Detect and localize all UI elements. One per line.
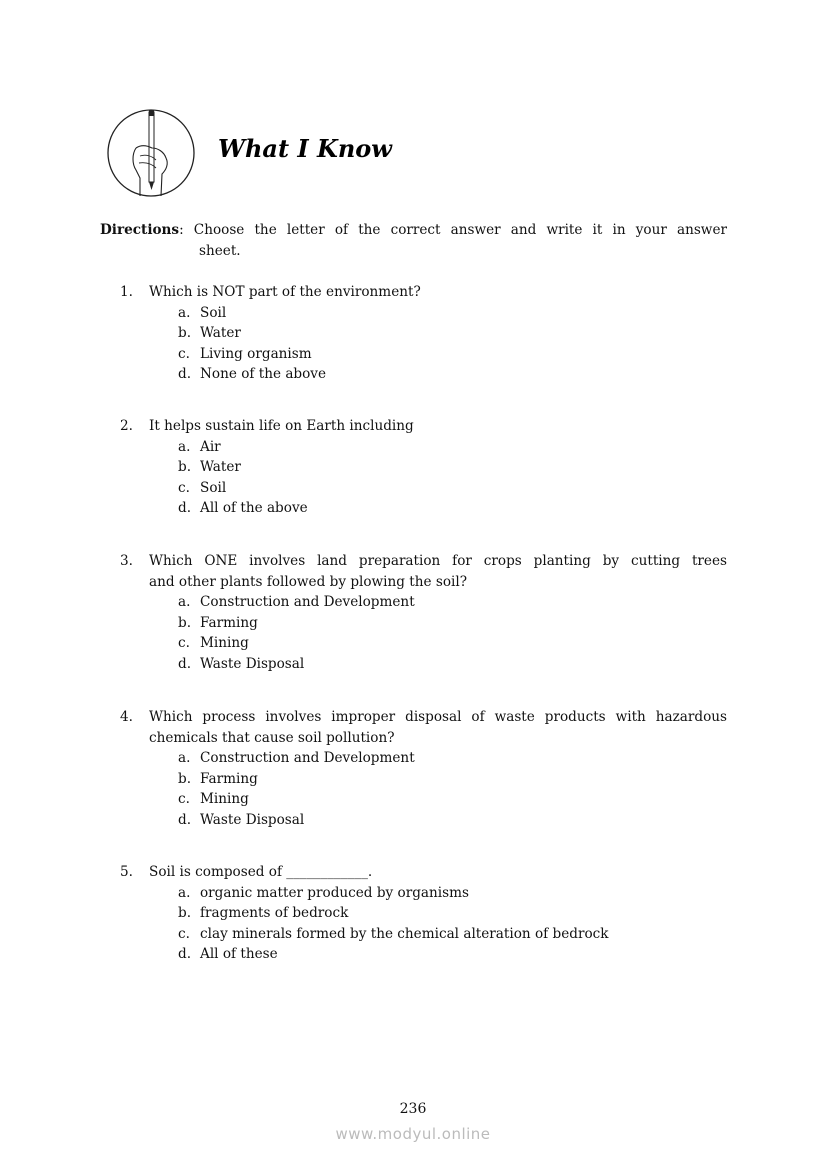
section-title: What I Know xyxy=(218,134,392,163)
answer-option xyxy=(178,810,727,831)
option-text: Mining xyxy=(200,635,249,652)
option-text: Living organism xyxy=(200,345,312,362)
option-letter: d. xyxy=(178,500,192,517)
answer-option xyxy=(178,903,727,924)
answer-option xyxy=(178,633,727,654)
directions xyxy=(100,220,727,262)
option-letter: b. xyxy=(178,614,192,631)
option-text: All of the above xyxy=(200,500,308,517)
option-text: Waste Disposal xyxy=(200,655,305,672)
option-letter: b. xyxy=(178,770,192,787)
option-text: Air xyxy=(200,438,221,455)
option-letter: d. xyxy=(178,655,192,672)
option-letter: a. xyxy=(178,594,191,611)
option-letter: d. xyxy=(178,366,192,383)
question-text: Soil is composed of ____________. xyxy=(149,864,373,880)
answer-option xyxy=(178,323,727,344)
question-text: Which is NOT part of the environment? xyxy=(149,284,421,300)
question-number: 1. xyxy=(120,284,133,300)
question-3 xyxy=(120,551,727,675)
question-text: and other plants followed by plowing the soil? xyxy=(149,573,468,590)
question-text: Which ONE involves land preparation for crops planting by cutting trees xyxy=(149,553,727,569)
option-text: Construction and Development xyxy=(200,750,415,767)
question-number: 5. xyxy=(120,864,133,880)
option-text: fragments of bedrock xyxy=(200,905,349,922)
option-letter: b. xyxy=(178,459,192,476)
answer-option xyxy=(178,303,727,324)
option-letter: c. xyxy=(178,479,190,496)
question-number: 2. xyxy=(120,418,133,434)
option-letter: b. xyxy=(178,905,192,922)
answer-option xyxy=(178,789,727,810)
question-4 xyxy=(120,707,727,831)
option-letter: d. xyxy=(178,946,192,963)
answer-option xyxy=(178,748,727,769)
answer-option xyxy=(178,457,727,478)
watermark: www.modyul.online xyxy=(335,1125,491,1143)
directions-text-cont: sheet. xyxy=(199,243,241,259)
answer-option xyxy=(178,498,727,519)
answer-option xyxy=(178,592,727,613)
option-text: Farming xyxy=(200,614,258,631)
directions-label: Directions xyxy=(100,222,180,238)
option-letter: c. xyxy=(178,791,190,808)
answer-option xyxy=(178,654,727,675)
answer-option xyxy=(178,478,727,499)
question-number: 4. xyxy=(120,709,133,725)
option-letter: c. xyxy=(178,345,190,362)
answer-option xyxy=(178,364,727,385)
question-1 xyxy=(120,282,727,385)
option-letter: d. xyxy=(178,811,192,828)
option-text: All of these xyxy=(200,946,278,963)
answer-option xyxy=(178,944,727,965)
option-letter: c. xyxy=(178,925,190,942)
question-5 xyxy=(120,862,727,965)
option-letter: b. xyxy=(178,325,192,342)
question-text: Which process involves improper disposal of waste products with hazardous xyxy=(149,709,727,725)
option-text: Water xyxy=(200,325,241,342)
option-text: clay minerals formed by the chemical alteration of bedrock xyxy=(200,925,609,942)
question-2 xyxy=(120,416,727,519)
answer-option xyxy=(178,437,727,458)
option-text: Water xyxy=(200,459,241,476)
answer-option xyxy=(178,883,727,904)
answer-option xyxy=(178,769,727,790)
option-text: Mining xyxy=(200,791,249,808)
hand-holding-pencil-icon xyxy=(106,108,196,198)
option-letter: c. xyxy=(178,635,190,652)
page-number: 236 xyxy=(399,1101,427,1117)
option-letter: a. xyxy=(178,438,191,455)
answer-option xyxy=(178,613,727,634)
option-text: organic matter produced by organisms xyxy=(200,884,469,901)
option-text: None of the above xyxy=(200,366,327,383)
question-number: 3. xyxy=(120,553,133,569)
option-letter: a. xyxy=(178,884,191,901)
answer-option xyxy=(178,344,727,365)
option-letter: a. xyxy=(178,304,191,321)
answer-option xyxy=(178,924,727,945)
option-letter: a. xyxy=(178,750,191,767)
option-text: Soil xyxy=(200,479,227,496)
question-text: It helps sustain life on Earth including xyxy=(149,418,414,434)
option-text: Construction and Development xyxy=(200,594,415,611)
option-text: Soil xyxy=(200,304,227,321)
question-text: chemicals that cause soil pollution? xyxy=(149,729,395,746)
option-text: Farming xyxy=(200,770,258,787)
directions-text: : Choose the letter of the correct answer and write it in your answer xyxy=(179,222,727,238)
option-text: Waste Disposal xyxy=(200,811,305,828)
